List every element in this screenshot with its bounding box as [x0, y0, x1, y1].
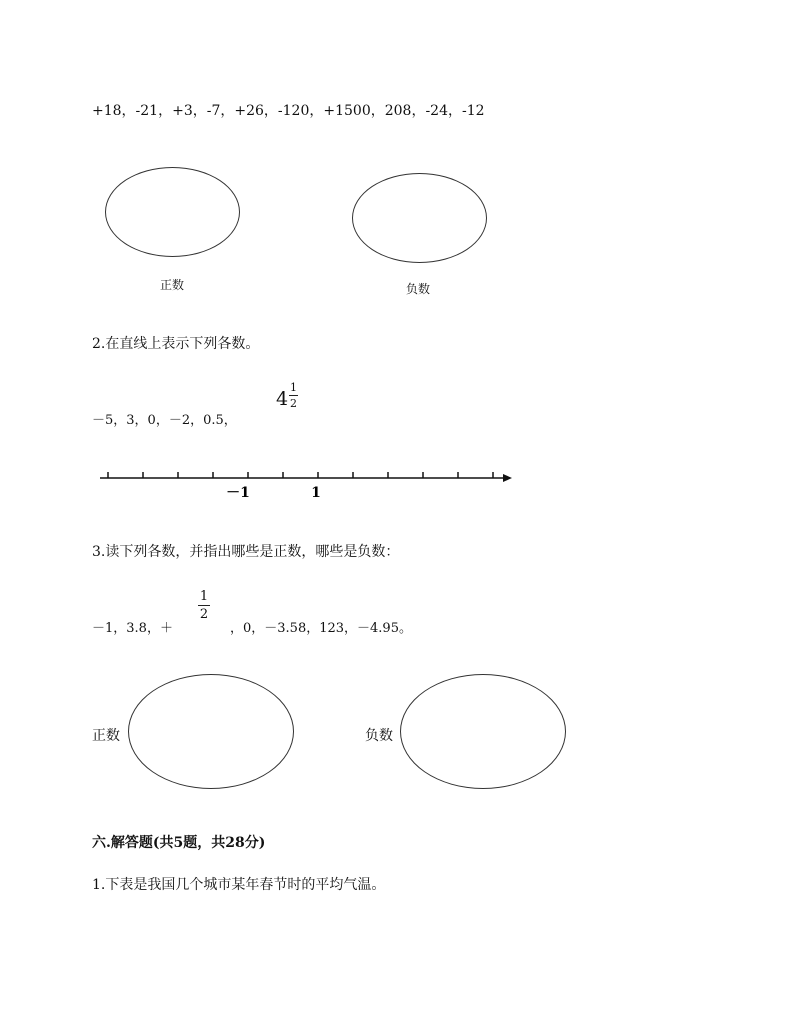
q2-number-list: －5，3，0，－2，0.5，	[92, 413, 237, 428]
q3-prompt: 3.读下列各数，并指出哪些是正数，哪些是负数：	[92, 544, 400, 560]
q3-negative-ellipse	[400, 674, 566, 789]
number-line-arrow	[503, 474, 512, 482]
section-six-title: 六.解答题(共5题，共28分)	[92, 835, 266, 851]
mixed-fraction-denominator: 2	[290, 397, 297, 410]
positive-set-ellipse	[105, 167, 240, 257]
q3-positive-ellipse	[128, 674, 294, 789]
mixed-number-fraction	[289, 382, 298, 409]
q2-prompt: 2.在直线上表示下列各数。	[92, 336, 260, 352]
positive-set-label: 正数	[160, 278, 185, 292]
q3-fraction-numerator: 1	[199, 589, 209, 604]
axis-label-one: 1	[311, 485, 321, 501]
section-six-question-one: 1.下表是我国几个城市某年春节时的平均气温。	[92, 877, 386, 893]
q3-positive-label: 正数	[92, 728, 120, 744]
axis-label-minus-one: －1	[226, 485, 250, 501]
q3-fraction	[198, 590, 210, 621]
mixed-number-whole: 4	[276, 388, 289, 410]
q1-number-list: +18，-21，+3，-7，+26，-120，+1500，208，-24，-12	[92, 103, 485, 119]
fraction-bar	[289, 395, 298, 396]
negative-set-ellipse	[352, 173, 487, 263]
number-line-ticks	[108, 472, 493, 478]
q3-numbers-after: ，0，－3.58，123，－4.95。	[230, 621, 412, 636]
q3-negative-label: 负数	[365, 728, 393, 744]
mixed-fraction-numerator: 1	[290, 381, 297, 394]
q3-fraction-denominator: 2	[199, 607, 209, 622]
q3-numbers-before: －1，3.8，＋	[92, 621, 173, 636]
number-line	[0, 460, 794, 520]
negative-set-label: 负数	[406, 282, 431, 296]
fraction-bar	[198, 605, 210, 606]
